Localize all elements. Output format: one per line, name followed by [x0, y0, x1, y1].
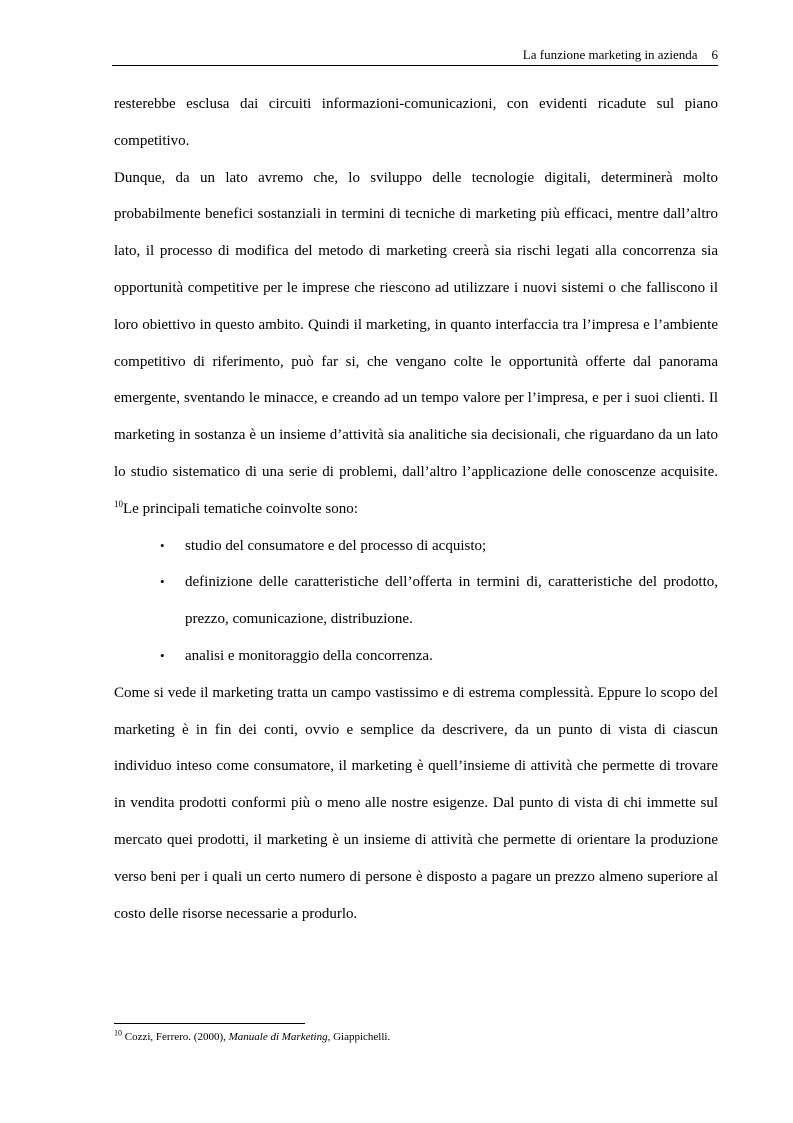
footnote-book-title: Manuale di Marketing: [228, 1031, 328, 1043]
list-item: [114, 638, 718, 675]
bullet-icon: •: [160, 647, 165, 663]
paragraph-continued: resterebbe esclusa dai circuiti informazioni-comunicazioni, con evidenti ricadute sul piano competitivo.: [114, 96, 718, 149]
footnote-reference: 10: [114, 498, 123, 509]
list-item: [114, 528, 718, 565]
running-header: [112, 47, 718, 63]
footnote-authors: Cozzi, Ferrero. (2000),: [122, 1031, 229, 1043]
paragraph-marketing-digital: [114, 160, 718, 528]
footnote-publisher: , Giappichelli.: [327, 1031, 391, 1043]
header-rule: [112, 65, 718, 66]
themes-list: [114, 528, 718, 675]
footnote-rule: [114, 1023, 305, 1024]
paragraph-text-continued: Le principali tematiche coinvolte sono:: [123, 500, 358, 517]
paragraph-scope-of-marketing: Come si vede il marketing tratta un campo vastissimo e di estrema complessità. Eppure lo scopo del marketing è in fin dei conti, ovvio e semplice da descrivere, da un punto di vista di ciascun individuo inteso come consumatore, il marketing è quell’insieme di attività che permette di trovare in vendita prodotti conformi più o meno alle nostre esigenze. Dal punto di vista di chi immette sul mercato quei prodotti, il marketing è un insieme di attività che permette di orientare la produzione verso beni per i quali un certo numero di persone è disposto a pagare un prezzo almeno superiore al costo delle risorse necessarie a produrlo.: [114, 684, 718, 922]
list-item-text: analisi e monitoraggio della concorrenza.: [185, 647, 433, 664]
list-item: [114, 564, 718, 638]
footnote: [114, 1030, 718, 1044]
paragraph-text: Dunque, da un lato avremo che, lo sviluppo delle tecnologie digitali, determinerà molto probabilmente benefici sostanziali in termini di tecniche di marketing più efficaci, mentre dall’altro lato, il processo di modifica del metodo di marketing creerà sia rischi legati alla concorrenza sia opportunità competitive per le imprese che riescono ad utilizzare i nuovi sistemi o che falliscono il loro obiettivo in questo ambito. Quindi il marketing, in quanto interfaccia tra l’impresa e l’ambiente competitivo di riferimento, può far si, che vengano colte le opportunità offerte dal panorama emergente, sventando le minacce, e creando ad un tempo valore per l’impresa, e per i suoi clienti. Il marketing in sostanza è un insieme d’attività sia analitiche sia decisionali, che riguardano da un lato lo studio sistematico di una serie di problemi, dall’altro l’applicazione delle conoscenze acquisite.: [114, 169, 718, 480]
header-title: La funzione marketing in azienda: [522, 47, 698, 62]
page-number: 6: [711, 47, 718, 62]
bullet-icon: •: [160, 537, 165, 553]
list-item-text: definizione delle caratteristiche dell’offerta in termini di, caratteristiche del prodotto, prezzo, comunicazione, distribuzione.: [185, 574, 718, 628]
footnote-number: 10: [114, 1028, 122, 1038]
bullet-icon: •: [160, 574, 165, 590]
list-item-text: studio del consumatore e del processo di acquisto;: [185, 537, 487, 554]
page-body: [114, 86, 718, 932]
